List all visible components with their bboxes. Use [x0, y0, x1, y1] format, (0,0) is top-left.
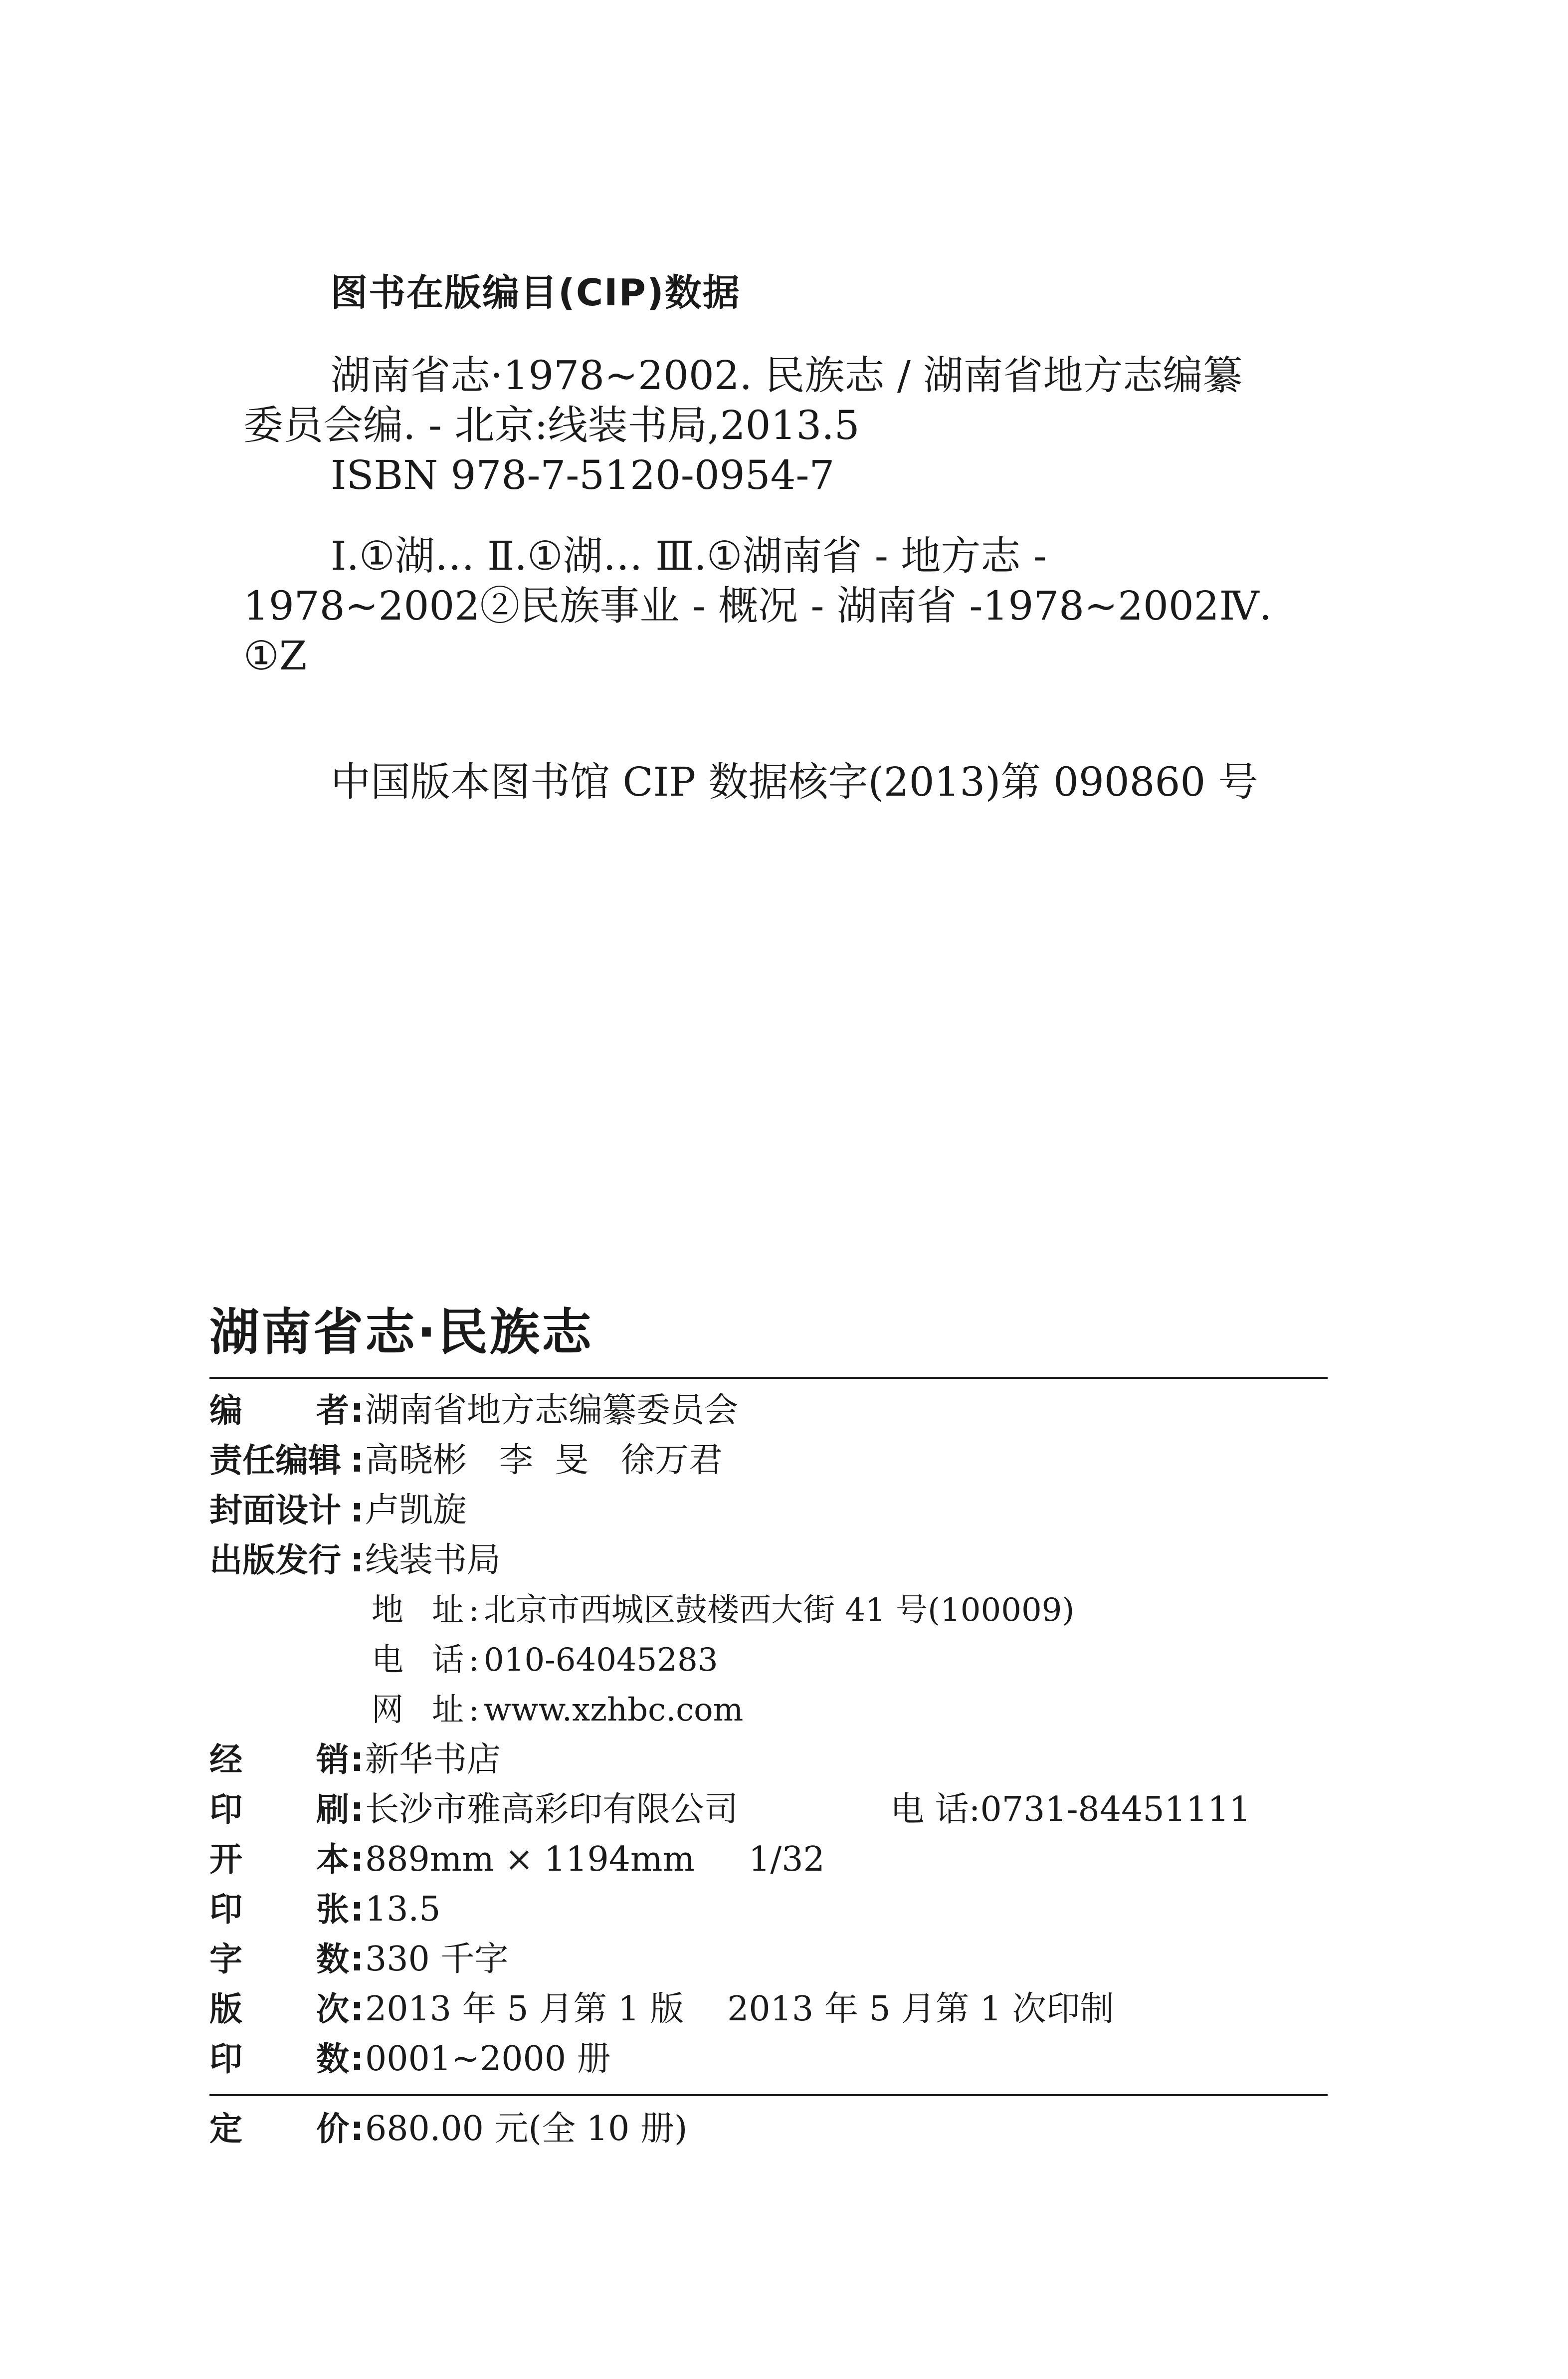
imprint-label-print-run: 印 数 [209, 2040, 349, 2078]
imprint-row-cover-design: 封面设计 : 卢凯旋 [209, 1491, 467, 1530]
imprint-row-printer: 印 刷 : 长沙市雅高彩印有限公司 [209, 1790, 739, 1829]
imprint-row-print-run: 印 数 : 0001~2000 册 [209, 2039, 611, 2079]
imprint-label-editor: 编 者 [209, 1391, 349, 1430]
imprint-value-editor: 湖南省地方志编纂委员会 [365, 1391, 739, 1430]
imprint-label-address: 地 址 [372, 1592, 464, 1629]
imprint-row-website: 网 址 : www.xzhbc.com [372, 1690, 743, 1730]
imprint-value-website: www.xzhbc.com [484, 1692, 744, 1729]
imprint-value-phone: 010-64045283 [484, 1642, 718, 1679]
cip-heading: 图书在版编目(CIP)数据 [331, 271, 741, 314]
imprint-label-publisher: 出版发行 [209, 1541, 341, 1579]
imprint-value-responsible-editor: 高晓彬 李 旻 徐万君 [365, 1441, 723, 1480]
imprint-label-word-count: 字 数 [209, 1940, 349, 1978]
imprint-value-publisher: 线装书局 [365, 1540, 501, 1580]
imprint-row-format: 开 本 : 889mm × 1194mm 1/32 [209, 1840, 825, 1879]
imprint-value-format: 889mm × 1194mm 1/32 [365, 1840, 825, 1879]
imprint-row-edition: 版 次 : 2013 年 5 月第 1 版 2013 年 5 月第 1 次印制 [209, 1989, 1114, 2029]
cip-classification-line-1: Ⅰ.①湖… Ⅱ.①湖… Ⅲ.①湖南省 - 地方志 - [331, 533, 1047, 579]
cip-isbn-line: ISBN 978-7-5120-0954-7 [331, 452, 835, 498]
imprint-row-address: 地 址 : 北京市西城区鼓楼西大街 41 号(100009) [372, 1590, 1074, 1630]
imprint-printer-phone: 电 话:0731-84451111 [890, 1790, 1251, 1829]
cip-publisher-line: 委员会编. - 北京:线装书局,2013.5 [243, 402, 860, 448]
cip-title-line: 湖南省志·1978~2002. 民族志 / 湖南省地方志编纂 [331, 352, 1243, 399]
imprint-value-cover-design: 卢凯旋 [365, 1491, 467, 1530]
imprint-label-format: 开 本 [209, 1840, 349, 1879]
imprint-label-edition: 版 次 [209, 1990, 349, 2028]
title-rule [209, 1377, 1328, 1379]
imprint-value-distributor: 新华书店 [365, 1740, 501, 1779]
imprint-value-address: 北京市西城区鼓楼西大街 41 号(100009) [484, 1592, 1075, 1629]
price-rule [209, 2094, 1328, 2096]
imprint-label-sheets: 印 张 [209, 1890, 349, 1929]
imprint-value-print-run: 0001~2000 册 [365, 2039, 611, 2079]
imprint-value-word-count: 330 千字 [365, 1940, 509, 1979]
imprint-row-sheets: 印 张 : 13.5 [209, 1890, 441, 1929]
imprint-label-price: 定 价 [209, 2110, 349, 2148]
imprint-value-printer: 长沙市雅高彩印有限公司 [365, 1790, 739, 1829]
imprint-row-publisher: 出版发行 : 线装书局 [209, 1540, 501, 1580]
imprint-label-website: 网 址 [372, 1692, 464, 1729]
imprint-row-distributor: 经 销 : 新华书店 [209, 1740, 501, 1779]
imprint-label-cover-design: 封面设计 [209, 1491, 341, 1529]
cip-classification-line-2: 1978~2002②民族事业 - 概况 - 湖南省 -1978~2002Ⅳ. [243, 583, 1272, 629]
cip-classification-line-3: ①Z [243, 633, 307, 679]
imprint-row-responsible-editor: 责任编辑 : 高晓彬 李 旻 徐万君 [209, 1441, 723, 1480]
imprint-row-phone: 电 话 : 010-64045283 [372, 1640, 718, 1680]
imprint-value-sheets: 13.5 [365, 1890, 441, 1929]
imprint-label-distributor: 经 销 [209, 1740, 349, 1779]
imprint-value-edition: 2013 年 5 月第 1 版 2013 年 5 月第 1 次印制 [365, 1989, 1114, 2029]
cip-record-number: 中国版本图书馆 CIP 数据核字(2013)第 090860 号 [331, 759, 1258, 805]
book-title: 湖南省志·民族志 [209, 1303, 593, 1361]
imprint-row-price: 定 价 : 680.00 元(全 10 册) [209, 2109, 688, 2149]
imprint-row-editor: 编 者 : 湖南省地方志编纂委员会 [209, 1391, 739, 1430]
imprint-label-printer: 印 刷 [209, 1790, 349, 1829]
imprint-label-responsible-editor: 责任编辑 [209, 1441, 341, 1480]
imprint-label-phone: 电 话 [372, 1642, 464, 1679]
imprint-value-price: 680.00 元(全 10 册) [365, 2109, 688, 2149]
imprint-row-word-count: 字 数 : 330 千字 [209, 1940, 509, 1979]
